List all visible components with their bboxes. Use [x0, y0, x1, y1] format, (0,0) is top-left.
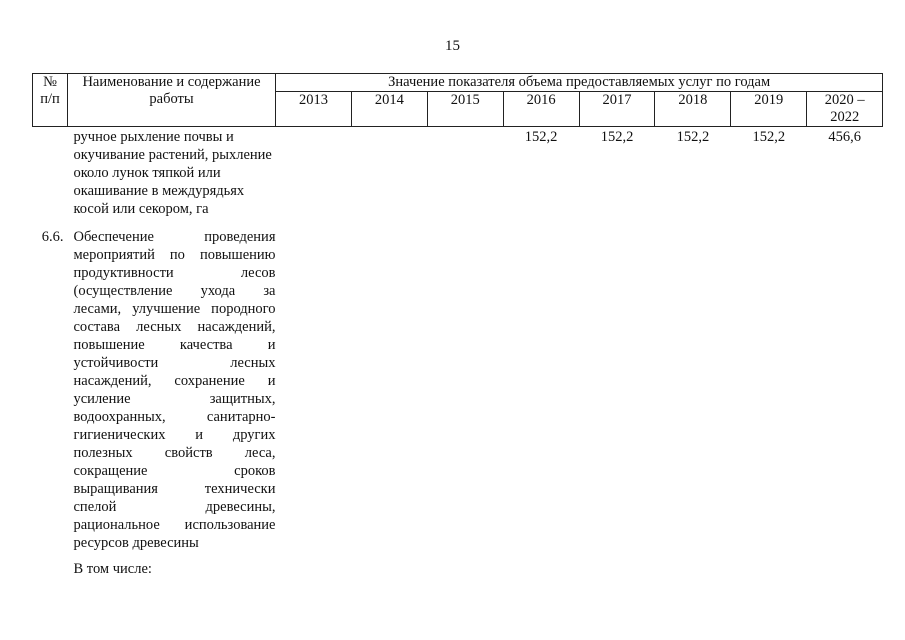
header-year: 2018 [655, 92, 731, 127]
table-row [33, 552, 883, 578]
header-year: 2020 – 2022 [807, 92, 883, 127]
row-name: Обеспечение проведения мероприятий по повышению продуктивности лесов (осуществление ухода за лесами, улучшение породного состава лесных насаждений, повышение качества и устойчивости лесных насаждений, сохранение и усиление защитных, водоохранных, санитарно-гигиенических и других полезных свойств леса, сокращение сроков выращивания технически спелой древесины, рациональное использование ресурсов древесины [73, 229, 276, 551]
row-value [351, 552, 427, 578]
row-num [33, 552, 68, 578]
row-value [655, 552, 731, 578]
row-value: 152,2 [524, 129, 558, 145]
row-value [503, 552, 579, 578]
table-row [33, 218, 883, 552]
row-value [503, 218, 579, 552]
header-year: 2015 [427, 92, 503, 127]
header-year: 2016 [503, 92, 579, 127]
header-year: 2013 [276, 92, 352, 127]
row-value [579, 218, 655, 552]
row-value [807, 218, 883, 552]
row-value [579, 552, 655, 578]
row-value [731, 218, 807, 552]
table-row [33, 127, 883, 219]
row-value: 152,2 [752, 129, 786, 145]
indicator-table [32, 73, 883, 578]
row-value [807, 552, 883, 578]
row-name: В том числе: [73, 561, 152, 577]
row-value: 152,2 [600, 129, 634, 145]
row-value [427, 218, 503, 552]
header-group: Значение показателя объема предоставляемых услуг по годам [276, 74, 883, 92]
row-num [33, 127, 68, 219]
header-year: 2014 [351, 92, 427, 127]
page-number: 15 [445, 38, 460, 54]
row-value [655, 218, 731, 552]
row-value [351, 127, 427, 219]
header-year: 2019 [731, 92, 807, 127]
row-value: 456,6 [828, 129, 862, 145]
row-name: ручное рыхление почвы и окучивание растений, рыхление около лунок тяпкой или окашивание в междурядьях косой или секором, га [73, 129, 272, 217]
row-value: 152,2 [676, 129, 710, 145]
header-year: 2017 [579, 92, 655, 127]
row-value [731, 552, 807, 578]
header-row [33, 74, 883, 92]
row-value [427, 552, 503, 578]
header-num: № п/п [33, 74, 68, 127]
row-value [276, 552, 352, 578]
row-value [351, 218, 427, 552]
row-num: 6.6. [41, 229, 64, 245]
header-name: Наименование и содержание работы [68, 74, 276, 127]
row-value [276, 127, 352, 219]
row-value [276, 218, 352, 552]
row-value [427, 127, 503, 219]
